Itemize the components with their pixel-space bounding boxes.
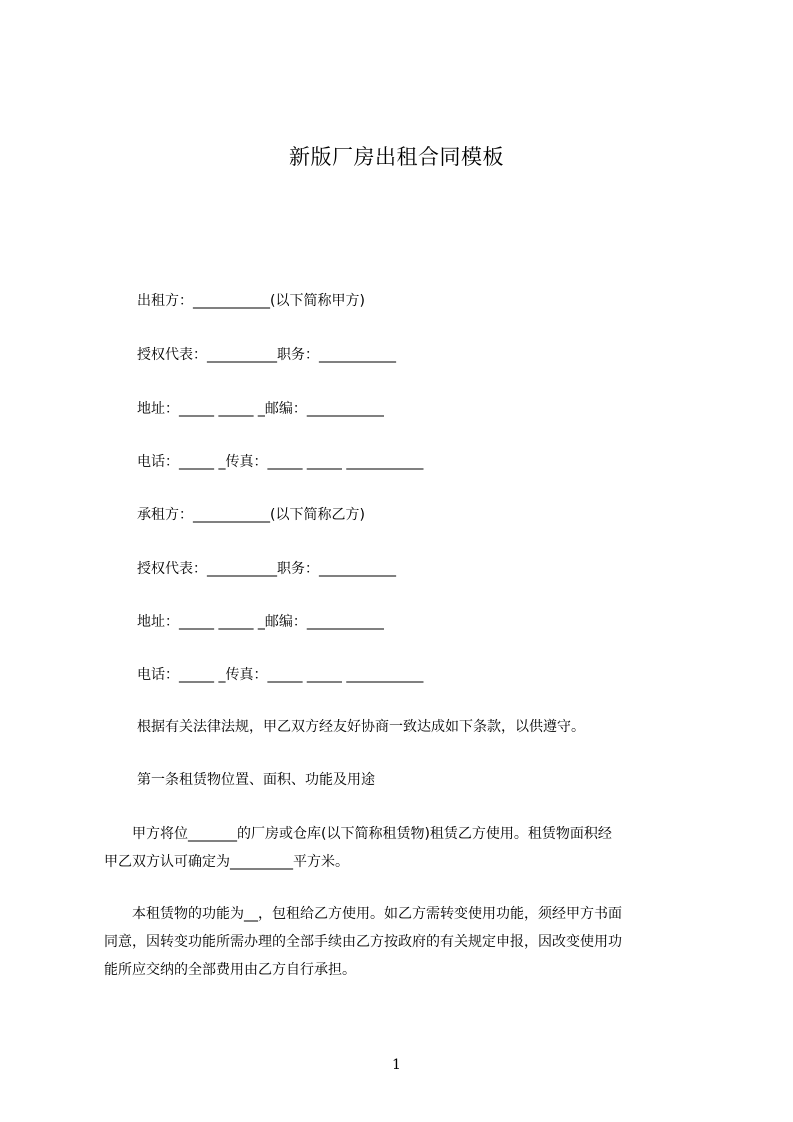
page-number: 1	[392, 1057, 401, 1073]
lessor-line: 出租方：___________(以下简称甲方)	[137, 293, 365, 309]
paragraph-line: 甲乙双方认可确定为_________平方米。	[104, 854, 349, 870]
paragraph-line: 甲方将位_______的厂房或仓库(以下简称租赁物)租赁乙方使用。租赁物面积经	[104, 826, 612, 842]
preamble-text: 根据有关法律法规，甲乙双方经友好协商一致达成如下条款，以供遵守。	[137, 719, 585, 735]
lessee-line: 承租方：___________(以下简称乙方)	[137, 507, 365, 523]
paragraph-line: 本租赁物的功能为__，包租给乙方使用。如乙方需转变使用功能，须经甲方书面	[104, 906, 622, 922]
party-b-representative-line: 授权代表：__________职务：___________	[137, 561, 396, 577]
article-1-paragraph-2	[104, 900, 704, 984]
party-a-representative-line: 授权代表：__________职务：___________	[137, 347, 396, 363]
paragraph-line: 同意，因转变功能所需办理的全部手续由乙方按政府的有关规定申报，因改变使用功	[104, 934, 622, 950]
party-a-phone-line: 电话：_____ _传真：_____ _____ ___________	[137, 454, 424, 470]
party-a-address-line: 地址：_____ _____ _邮编：___________	[137, 401, 384, 417]
party-b-address-line: 地址：_____ _____ _邮编：___________	[137, 614, 384, 630]
article-1-paragraph-1	[104, 820, 704, 876]
party-b-phone-line: 电话：_____ _传真：_____ _____ ___________	[137, 667, 424, 683]
article-1-heading: 第一条租赁物位置、面积、功能及用途	[137, 772, 375, 788]
paragraph-line: 能所应交纳的全部费用由乙方自行承担。	[104, 962, 356, 978]
document-title: 新版厂房出租合同模板	[289, 145, 504, 169]
